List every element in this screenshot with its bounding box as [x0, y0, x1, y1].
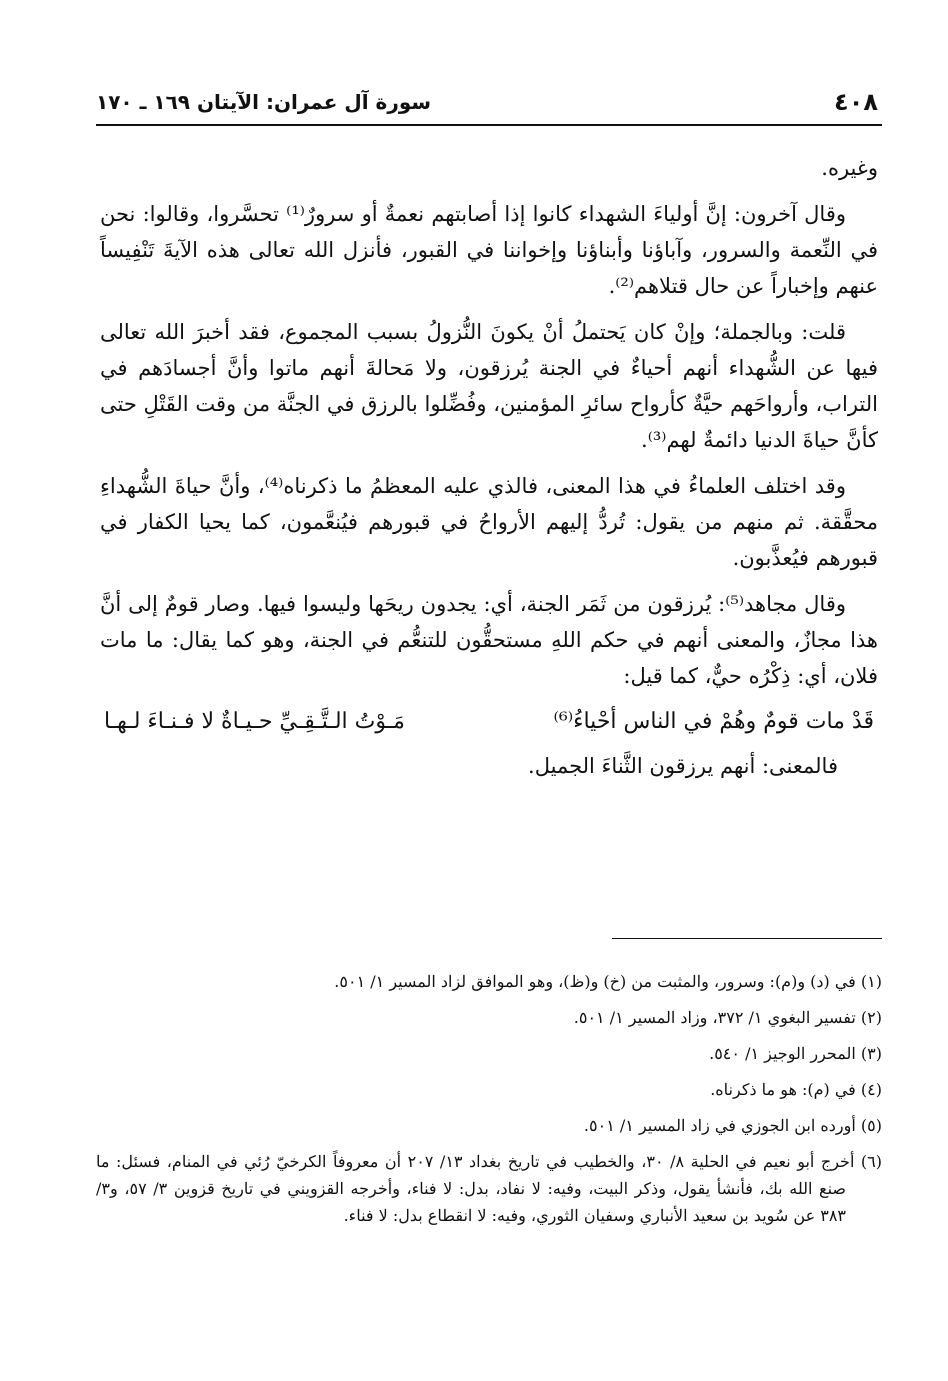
footnotes	[96, 968, 882, 1238]
footnote-5: (٥) أورده ابن الجوزي في زاد المسير ١/ ٥٠١.	[583, 1116, 882, 1135]
page-header	[96, 82, 878, 122]
main-text	[100, 150, 878, 784]
footnote-divider	[612, 938, 882, 939]
footnote-1: (١) في (د) و(م): وسرور، والمثبت من (خ) و(ظ)، وهو الموافق لزاد المسير ١/ ٥٠١.	[334, 972, 882, 991]
footnote-3: (٣) المحرر الوجيز ١/ ٥٤٠.	[709, 1044, 882, 1063]
poem-hemistich-left: مَـوْتُ الـتَّـقِـيِّ حـيـاةٌ لا فـنـاءَ لـهـا	[104, 709, 405, 734]
header-divider	[96, 124, 882, 126]
paragraph-0: وغيره.	[821, 156, 878, 180]
page-number: ٤٠٨	[834, 88, 878, 116]
running-title: سورة آل عمران: الآيتان ١٦٩ ـ ١٧٠	[96, 90, 432, 114]
footnote-2: (٢) تفسير البغوي ١/ ٣٧٢، وزاد المسير ١/ ٥٠١.	[573, 1008, 882, 1027]
paragraph-1: وقال آخرون: إنَّ أولياءَ الشهداء كانوا إذا أصابتهم نعمةٌ أو سرورٌ⁽¹⁾ تحسَّروا، وقالوا: نحن في النِّعمة والسرور، وآباؤنا وأبناؤنا وإخواننا في القبور، فأنزل الله تعالى هذه الآيةَ تَنْفِيساً عنهم وإخباراً عن حال قتلاهم⁽²⁾.	[100, 202, 878, 298]
paragraph-3: وقد اختلف العلماءُ في هذا المعنى، فالذي عليه المعظمُ ما ذكرناه⁽⁴⁾، وأنَّ حياةَ الشُّهداءِ محقَّقة. ثم منهم من يقول: تُردُّ إليهم الأرواحُ في قبورهم فيُنعَّمون، كما يحيا الكفار في قبورهم فيُعذَّبون.	[100, 474, 878, 570]
footnote-4: (٤) في (م): هو ما ذكرناه.	[710, 1080, 882, 1099]
poem-hemistich-right: قَدْ مات قومٌ وهُمْ في الناس أحْياءُ⁽⁶⁾	[553, 709, 874, 734]
footnote-6: (٦) أخرج أبو نعيم في الحلية ٨/ ٣٠، والخطيب في تاريخ بغداد ١٣/ ٢٠٧ أن معروفاً الكرخيّ رُئي في المنام، فسئل: ما صنع الله بك، فأنشأ يقول، وذكر البيت، وفيه: لا نفاد، بدل: لا فناء، وأخرجه القزويني في تاريخ قزوين ٣/ ٥٧، و٣/ ٣٨٣ عن سُويد بن سعيد الأنباري وسفيان الثوري، وفيه: لا انقطاع بدل: لا فناء.	[96, 1152, 883, 1225]
paragraph-4: وقال مجاهد⁽⁵⁾: يُرزقون من ثَمَر الجنة، أي: يجدون ريحَها وليسوا فيها. وصار قومٌ إلى أنَّ هذا مجازٌ، والمعنى أنهم في حكم اللهِ مستحقُّون للتنعُّم في الجنة، وهو كما يقال: ما مات فلان، أي: ذِكْرُه حيٌّ، كما قيل:	[100, 592, 878, 688]
paragraph-5: فالمعنى: أنهم يرزقون الثَّناءَ الجميل.	[528, 754, 838, 778]
poem-verse	[100, 704, 878, 740]
paragraph-2: قلت: وبالجملة؛ وإنْ كان يَحتملُ أنْ يكونَ النُّزولُ بسبب المجموع، فقد أخبرَ الله تعالى فيها عن الشُّهداء أنهم أحياءٌ في الجنة يُرزقون، ولا مَحالةَ أنهم ماتوا وأنَّ أجسادَهم في التراب، وأرواحَهم حيَّةٌ كأرواح سائرِ المؤمنين، وفُضِّلوا بالرزق في الجنَّة من وقت القَتْلِ حتى كأنَّ حياةَ الدنيا دائمةٌ لهم⁽³⁾.	[100, 320, 878, 452]
